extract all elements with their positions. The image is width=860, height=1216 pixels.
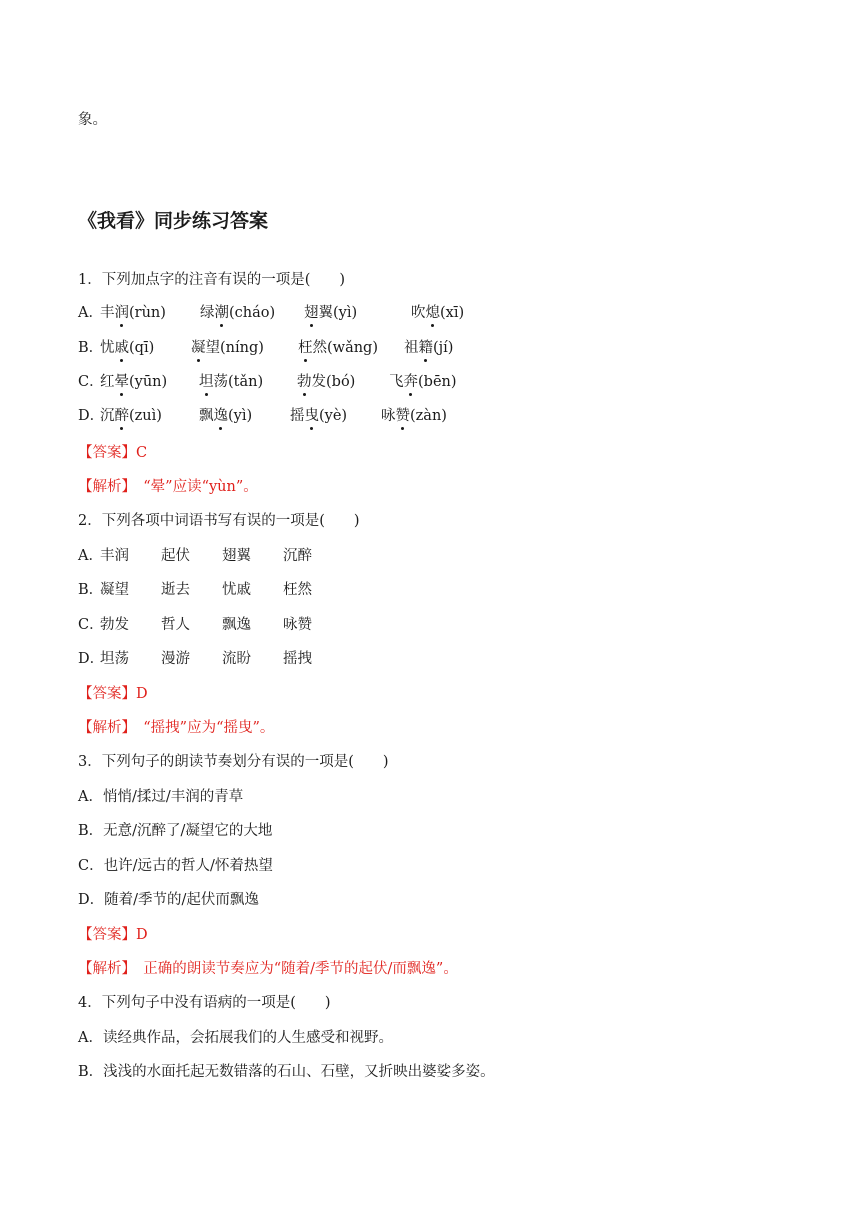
q1-answer: 【答案】C: [78, 445, 148, 461]
q3-option-a: A．悄悄/揉过/丰润的青草: [78, 789, 244, 805]
question-2-stem: 2．下列各项中词语书写有误的一项是( ): [78, 513, 360, 529]
question-3-stem: 3．下列句子的朗读节奏划分有误的一项是( ): [78, 754, 389, 770]
q2-answer: 【答案】D: [78, 686, 148, 702]
q3-answer: 【答案】D: [78, 927, 148, 943]
q2-analysis: 【解析】 “摇拽”应为“摇曳”。: [78, 720, 275, 736]
section-title: 《我看》同步练习答案: [78, 210, 269, 232]
q4-option-a: A．读经典作品，会拓展我们的人生感受和视野。: [78, 1030, 393, 1046]
q3-option-b: B．无意/沉醉了/凝望它的大地: [78, 823, 273, 839]
text-fragment: 象。: [78, 112, 107, 128]
question-1-stem: 1．下列加点字的注音有误的一项是( ): [78, 272, 346, 288]
q4-option-b: B．浅浅的水面托起无数错落的石山、石壁，又折映出婆娑多姿。: [78, 1064, 495, 1080]
q3-option-d: D．随着/季节的/起伏而飘逸: [78, 892, 259, 908]
q3-analysis: 【解析】 正确的朗读节奏应为“随着/季节的起伏/而飘逸”。: [78, 961, 458, 977]
document-page: 象。 《我看》同步练习答案 1．下列加点字的注音有误的一项是( ) A． 丰润(rùn) 绿潮(cháo) 翅翼(yì) 吹熄(xī) B． 忧戚(qī) 凝望(níng) 枉然(wǎng) 祖籍(jí) C． 红晕(yūn) 坦荡(tǎn) 勃发(bó) 飞奔(bēn) D． 沉醉(zuì) 飘逸(yì) 摇曳(yè) 咏赞(zàn) 【答案】C 【解析】 “晕”应读“yùn”。 2．下列各项中词语书写有误的一项是( ) A． 丰润 起伏 翅翼 沉醉 B． 凝望 逝去 忧戚 枉然 C． 勃发 哲人 飘逸 咏赞 D． 坦荡 漫游 流盼 摇拽 【答案】D 【解析】 “摇拽”应为“摇曳”。 3．下列句子的朗读节奏划分有误的一项是( ) A．悄悄/揉过/丰润的青草 B．无意/沉醉了/凝望它的大地 C．也许/远古的哲人/怀着热望 D．随着/季节的/起伏而飘逸 【答案】D 【解析】 正确的朗读节奏应为“随着/季节的起伏/而飘逸”。 4．下列句子中没有语病的一项是( ) A．读经典作品，会拓展我们的人生感受和视野。 B．浅浅的水面托起无数错落的石山、石壁，又折映出婆娑多姿。: [78, 112, 495, 1080]
question-4-stem: 4．下列句子中没有语病的一项是( ): [78, 995, 331, 1011]
q3-option-c: C．也许/远古的哲人/怀着热望: [78, 858, 273, 874]
q1-analysis: 【解析】 “晕”应读“yùn”。: [78, 479, 258, 495]
